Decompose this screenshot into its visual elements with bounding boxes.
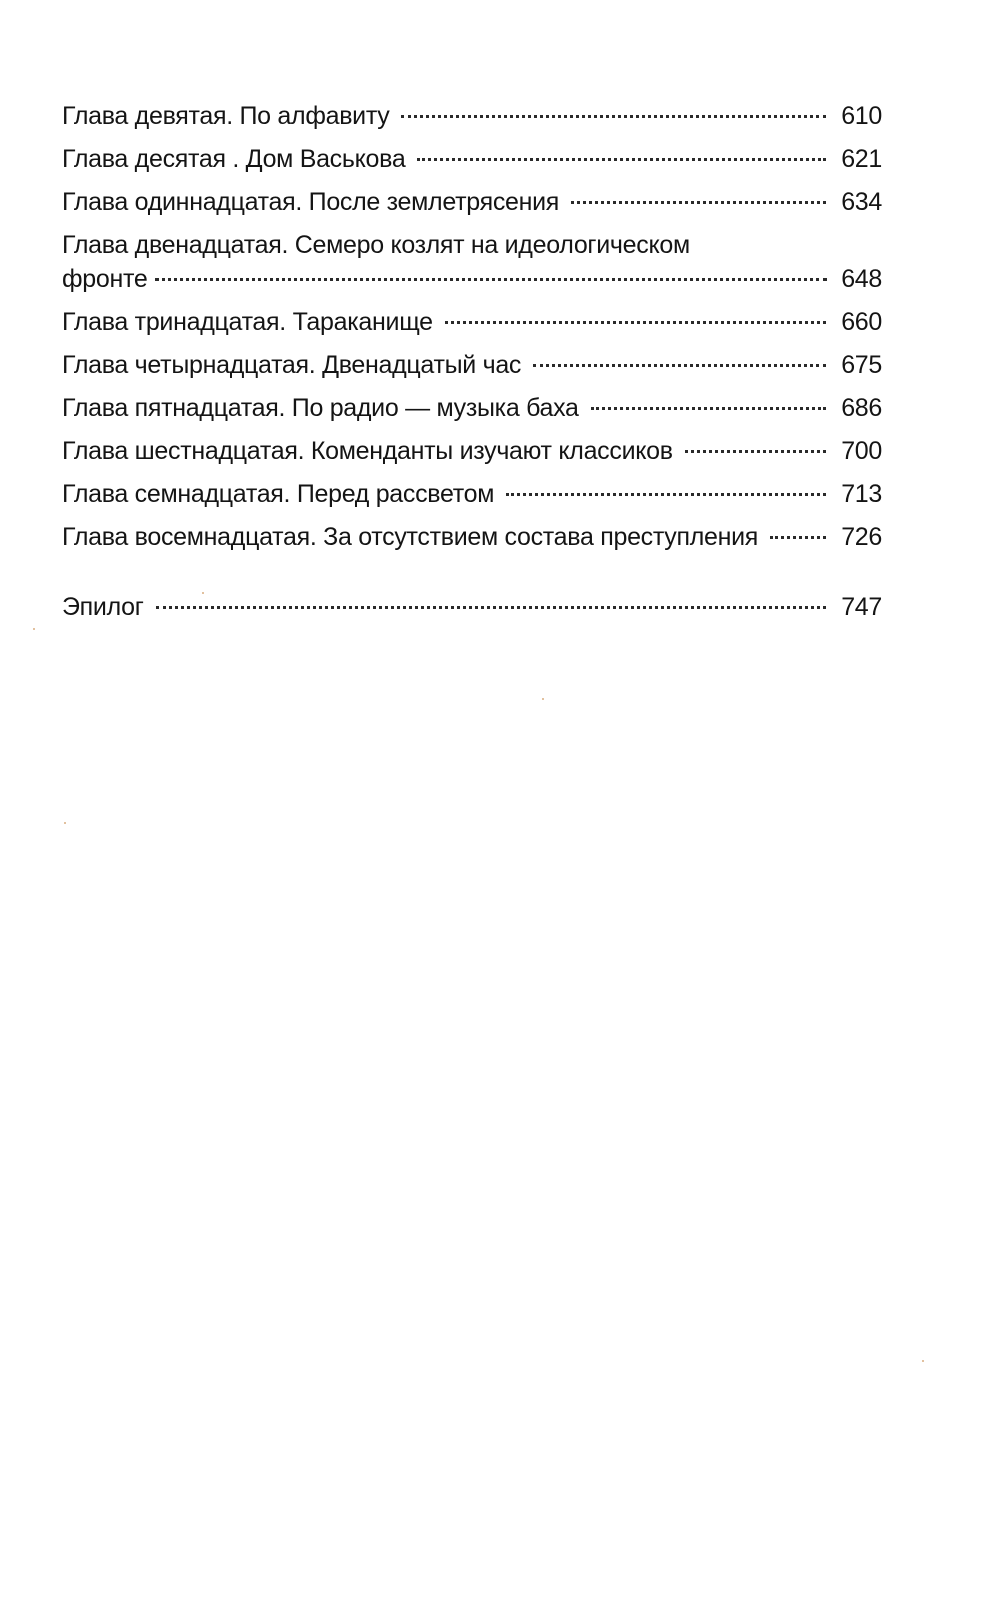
toc-entry-title: Глава пятнадцатая. По радио — музыка баха (62, 394, 579, 422)
toc-entry-chapter-9 (62, 100, 882, 132)
toc-entry-chapter-14 (62, 349, 882, 381)
toc-entry-page: 675 (841, 351, 882, 379)
dot-leader (571, 201, 826, 204)
toc-entry-title: Глава семнадцатая. Перед рассветом (62, 480, 495, 508)
dot-leader (445, 321, 826, 324)
toc-entry-page: 621 (841, 145, 882, 173)
toc-entry-title: Глава одиннадцатая. После землетрясения (62, 188, 560, 216)
toc-entry-chapter-17 (62, 478, 882, 510)
table-of-contents (62, 100, 882, 634)
toc-entry-chapter-18 (62, 521, 882, 553)
print-speck (202, 592, 204, 594)
dot-leader (533, 364, 826, 367)
toc-entry-title: Глава тринадцатая. Тараканище (62, 308, 433, 336)
toc-entry-page: 660 (841, 308, 882, 336)
toc-entry-chapter-12 (62, 229, 882, 295)
toc-entry-page: 634 (841, 188, 882, 216)
dot-leader (770, 536, 826, 539)
toc-entry-title: Глава четырнадцатая. Двенадцатый час (62, 351, 522, 379)
dot-leader (401, 115, 826, 118)
toc-entry-page: 726 (841, 523, 882, 551)
toc-entry-title: Глава шестнадцатая. Коменданты изучают классиков (62, 437, 673, 465)
dot-leader (685, 450, 826, 453)
dot-leader (417, 158, 826, 161)
toc-entry-chapter-13 (62, 306, 882, 338)
toc-entry-page: 713 (841, 480, 882, 508)
toc-entry-page: 747 (841, 593, 882, 621)
dot-leader (591, 407, 826, 410)
toc-entry-title: Эпилог (62, 593, 144, 621)
print-speck (922, 1360, 924, 1362)
toc-entry-title: Глава девятая. По алфавиту (62, 102, 390, 130)
toc-entry-chapter-11 (62, 186, 882, 218)
toc-entry-page: 648 (841, 265, 882, 293)
toc-entry-title-line-2: фронте (62, 265, 148, 293)
toc-entry-epilogue (62, 591, 882, 623)
toc-entry-title: Глава восемнадцатая. За отсутствием состава преступления (62, 523, 759, 551)
toc-entry-page: 700 (841, 437, 882, 465)
print-speck (542, 698, 544, 700)
toc-entry-chapter-10 (62, 143, 882, 175)
toc-entry-title-line-1: Глава двенадцатая. Семеро козлят на идеологическом (62, 231, 690, 259)
toc-entry-title: Глава десятая . Дом Васькова (62, 145, 406, 173)
print-speck (64, 822, 66, 824)
toc-entry-page: 686 (841, 394, 882, 422)
dot-leader (155, 278, 827, 281)
print-speck (33, 628, 35, 630)
dot-leader (506, 493, 826, 496)
dot-leader (156, 606, 826, 609)
toc-entry-chapter-16 (62, 435, 882, 467)
toc-entry-page: 610 (841, 102, 882, 130)
toc-entry-chapter-15 (62, 392, 882, 424)
